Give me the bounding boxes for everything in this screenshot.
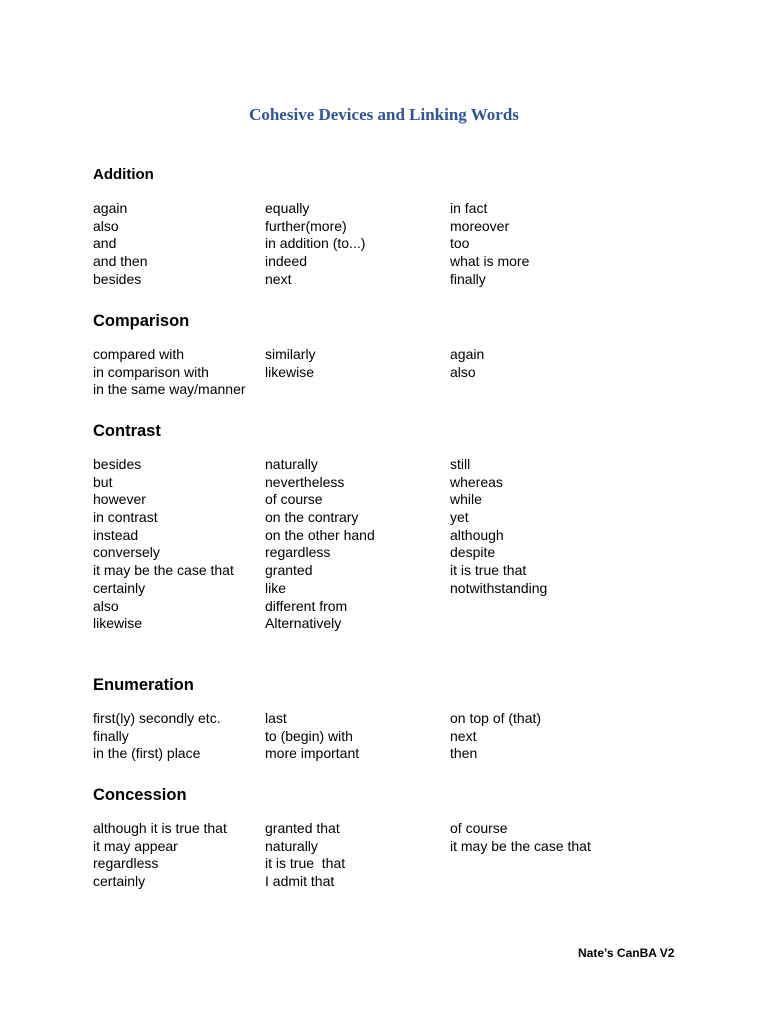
section-heading: Addition <box>93 166 154 183</box>
word-column-3 <box>450 456 547 598</box>
linking-word: whereas <box>450 473 503 490</box>
linking-word: again <box>450 346 485 362</box>
linking-word: in the same way/manner <box>93 381 246 398</box>
linking-word: more important <box>265 745 360 762</box>
word-column-1 <box>93 710 221 763</box>
word-column-1 <box>93 200 148 288</box>
linking-word: likewise <box>265 363 315 380</box>
linking-word: granted that <box>265 820 340 836</box>
linking-word: finally <box>450 270 486 287</box>
linking-word: further(more) <box>265 217 347 234</box>
word-column-3 <box>450 346 484 381</box>
linking-word: although it is true that <box>93 820 227 836</box>
linking-word: besides <box>93 456 142 472</box>
linking-word: what is more <box>450 253 530 270</box>
linking-word: also <box>93 597 119 614</box>
linking-word: again <box>93 200 128 216</box>
linking-word: finally <box>93 727 129 744</box>
word-column-3 <box>450 710 541 763</box>
linking-word: and then <box>93 253 148 270</box>
linking-word: like <box>265 579 287 596</box>
linking-word: it may appear <box>93 837 178 854</box>
word-column-2 <box>265 346 316 381</box>
linking-word: in addition (to...) <box>265 235 366 252</box>
word-column-2 <box>265 456 375 633</box>
linking-word: next <box>450 727 477 744</box>
section-addition <box>93 165 693 287</box>
section-comparison <box>93 311 693 398</box>
linking-word: I admit that <box>265 873 335 890</box>
linking-word: but <box>93 473 113 490</box>
section-heading: Enumeration <box>93 676 194 694</box>
linking-word: notwithstanding <box>450 579 548 596</box>
linking-word: on the other hand <box>265 526 375 543</box>
linking-word: naturally <box>265 837 318 854</box>
section-heading: Comparison <box>93 312 190 330</box>
linking-word: regardless <box>93 855 159 872</box>
word-column-1 <box>93 346 246 399</box>
linking-word: still <box>450 456 471 472</box>
linking-word: while <box>450 491 482 508</box>
linking-word: compared with <box>93 346 185 362</box>
linking-word: indeed <box>265 253 308 270</box>
linking-word: although <box>450 526 504 543</box>
section-concession <box>93 785 693 890</box>
section-heading: Contrast <box>93 422 161 440</box>
linking-word: in fact <box>450 200 488 216</box>
linking-word: then <box>450 745 478 762</box>
linking-word: regardless <box>265 544 331 561</box>
linking-word: granted <box>265 562 313 579</box>
section-contrast <box>93 421 693 632</box>
linking-word: of course <box>265 491 323 508</box>
word-column-3 <box>450 200 529 288</box>
linking-word: in contrast <box>93 509 158 526</box>
linking-word: different from <box>265 597 348 614</box>
linking-word: equally <box>265 200 310 216</box>
linking-word: to (begin) with <box>265 727 353 744</box>
linking-word: instead <box>93 526 139 543</box>
linking-word: on the contrary <box>265 509 359 526</box>
linking-word: however <box>93 491 146 508</box>
word-column-2 <box>265 820 345 891</box>
linking-word: in the (first) place <box>93 745 201 762</box>
linking-word: nevertheless <box>265 473 345 490</box>
linking-word: next <box>265 270 292 287</box>
linking-word: of course <box>450 820 508 836</box>
linking-word: it is true that <box>450 562 527 579</box>
footer-text: Nate’s CanBA V2 <box>578 946 675 960</box>
linking-word: also <box>93 217 119 234</box>
linking-word: besides <box>93 270 142 287</box>
linking-word: certainly <box>93 579 146 596</box>
linking-word: certainly <box>93 873 146 890</box>
linking-word: likewise <box>93 615 143 632</box>
section-enumeration <box>93 675 693 762</box>
section-heading: Concession <box>93 786 187 804</box>
linking-word: Alternatively <box>265 615 342 632</box>
linking-word: conversely <box>93 544 160 561</box>
linking-word: too <box>450 235 470 252</box>
word-column-3 <box>450 820 591 855</box>
word-column-1 <box>93 456 234 633</box>
linking-word: yet <box>450 509 469 526</box>
page-title: Cohesive Devices and Linking Words <box>249 105 519 124</box>
word-column-2 <box>265 710 359 763</box>
linking-word: first(ly) secondly etc. <box>93 710 221 726</box>
linking-word: despite <box>450 544 496 561</box>
linking-word: in comparison with <box>93 363 209 380</box>
linking-word: it is true that <box>265 855 346 872</box>
linking-word: and <box>93 235 117 252</box>
linking-word: on top of (that) <box>450 710 542 726</box>
word-column-1 <box>93 820 227 891</box>
linking-word: naturally <box>265 456 318 472</box>
word-column-2 <box>265 200 365 288</box>
linking-word: similarly <box>265 346 316 362</box>
linking-word: moreover <box>450 217 510 234</box>
linking-word: it may be the case that <box>450 837 591 854</box>
linking-word: also <box>450 363 476 380</box>
linking-word: last <box>265 710 287 726</box>
linking-word: it may be the case that <box>93 562 234 579</box>
